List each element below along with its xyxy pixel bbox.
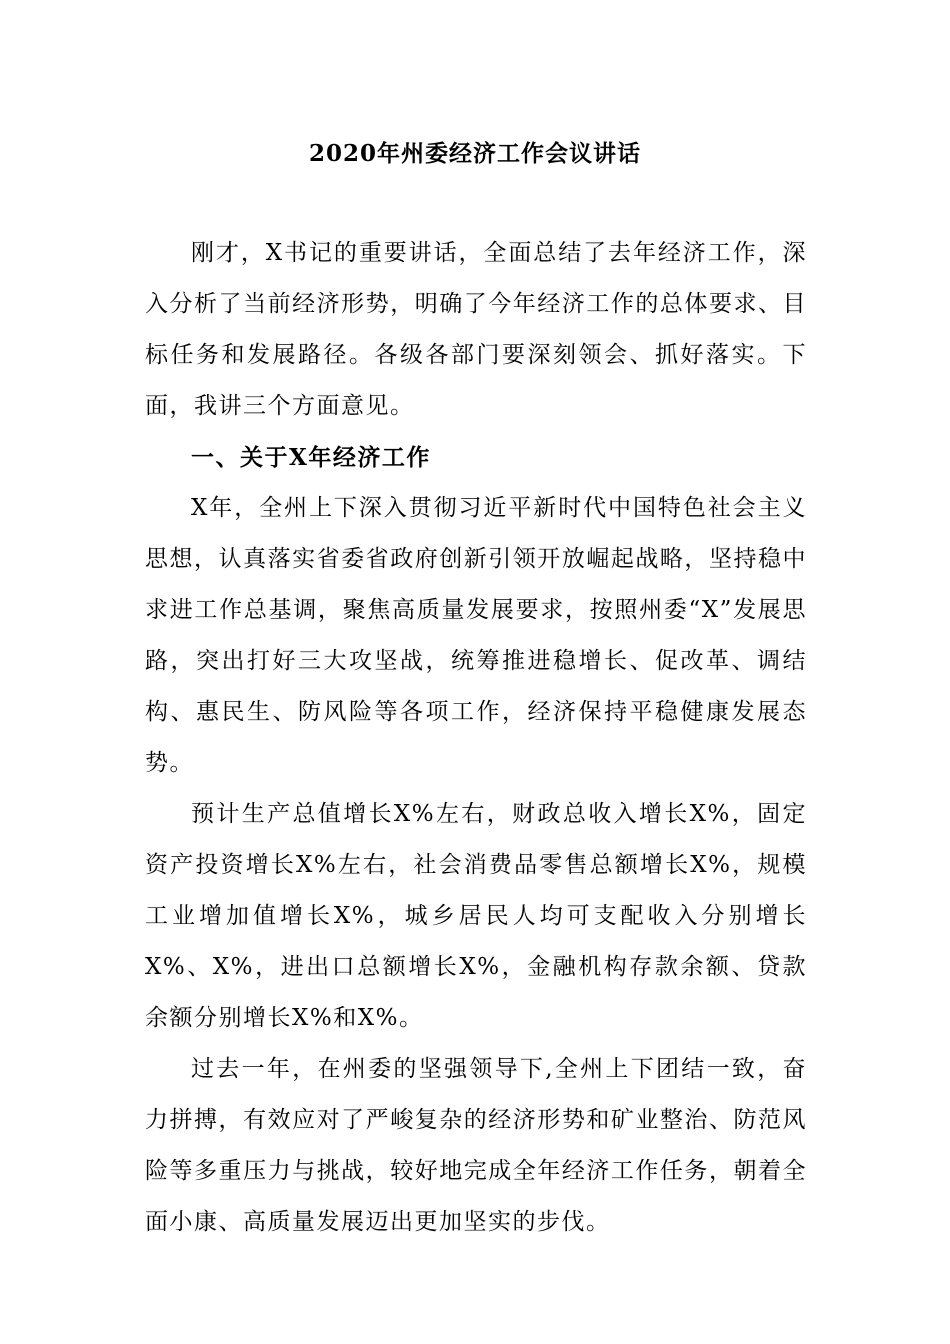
intro-paragraph: 刚才，X书记的重要讲话，全面总结了去年经济工作，深入分析了当前经济形势，明确了今年经济工作的总体要求、目标任务和发展路径。各级各部门要深刻领会、抓好落实。下面，我讲三个方面意见。 (145, 240, 807, 419)
body-paragraph-indicators: 预计生产总值增长X%左右，财政总收入增长X%，固定资产投资增长X%左右，社会消费品零售总额增长X%，规模工业增加值增长X%，城乡居民人均可支配收入分别增长X%、X%，进出口总额增长X%，金融机构存款余额、贷款余额分别增长X%和X%。 (145, 801, 807, 1031)
section-heading-1: 一、关于X年经济工作 (191, 444, 431, 471)
document-body (145, 228, 807, 1248)
document-title: 2020年州委经济工作会议讲话 (308, 140, 641, 167)
body-paragraph-summary: 过去一年，在州委的坚强领导下,全州上下团结一致，奋力拼搏，有效应对了严峻复杂的经济形势和矿业整治、防范风险等多重压力与挑战，较好地完成全年经济工作任务，朝着全面小康、高质量发展迈出更加坚实的步伐。 (145, 1056, 807, 1235)
body-paragraph-overview: X年，全州上下深入贯彻习近平新时代中国特色社会主义思想，认真落实省委省政府创新引领开放崛起战略，坚持稳中求进工作总基调，聚焦高质量发展要求，按照州委“X”发展思路，突出打好三大攻坚战，统筹推进稳增长、促改革、调结构、惠民生、防风险等各项工作，经济保持平稳健康发展态势。 (145, 495, 807, 776)
